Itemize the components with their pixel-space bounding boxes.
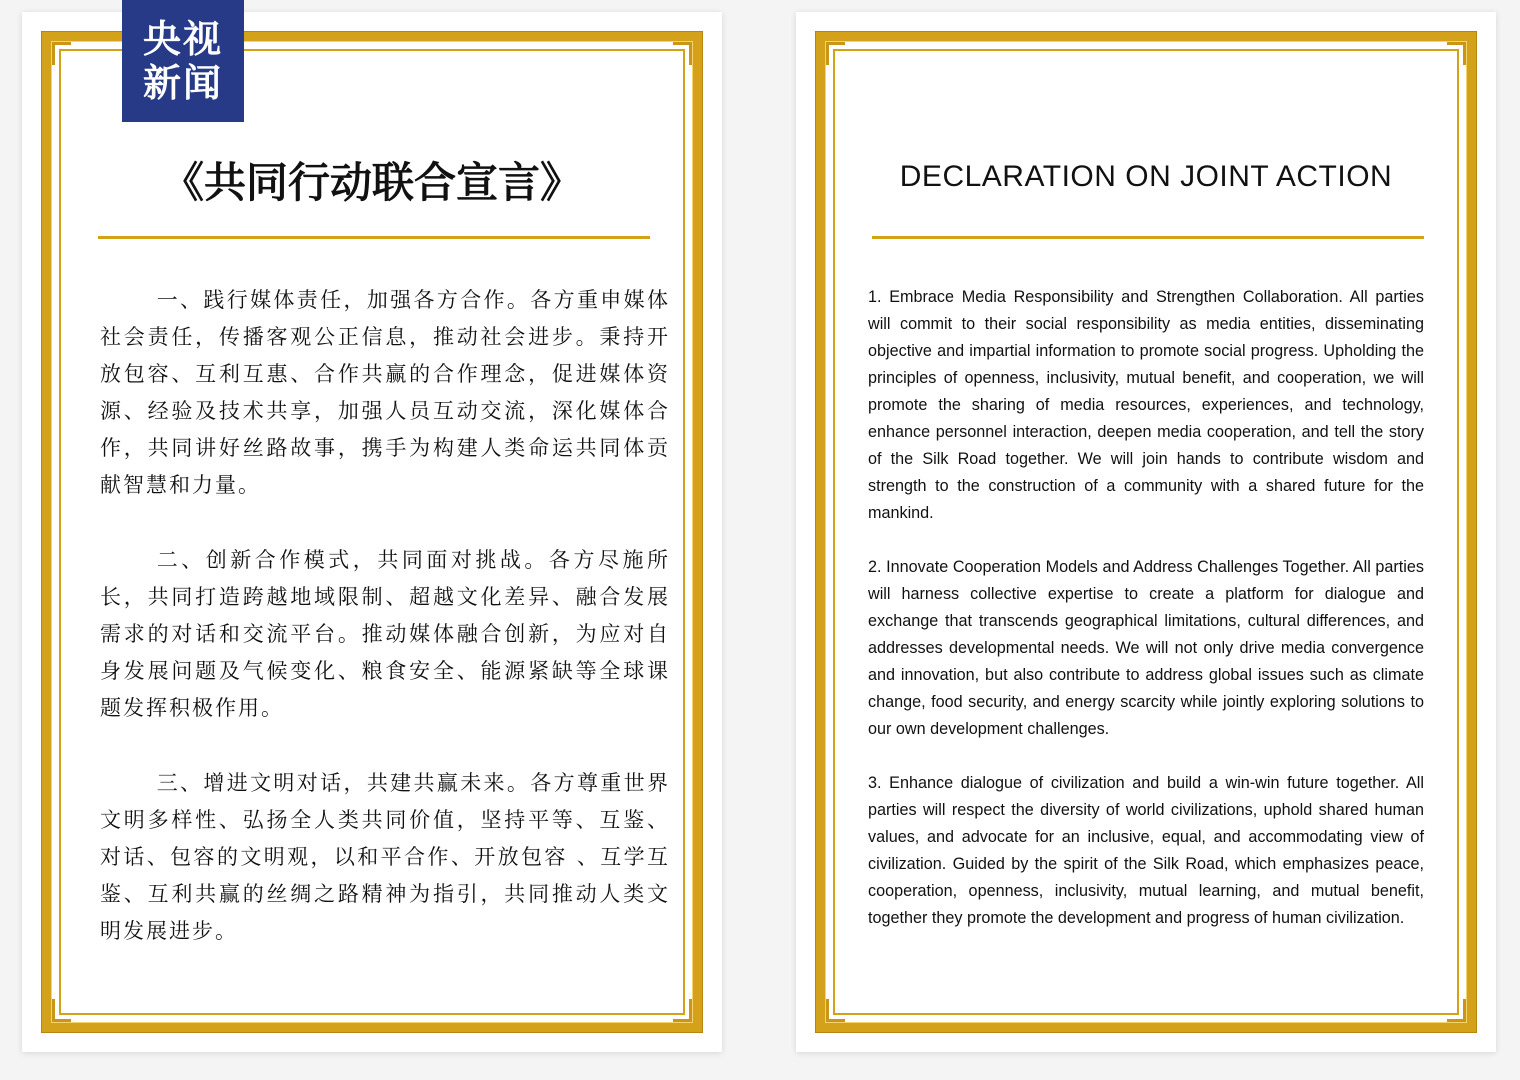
cctv-news-logo — [122, 0, 244, 122]
english-paragraph-1: 1. Embrace Media Responsibility and Strengthen Collaboration. All parties will commit to their social responsibility as media entities, disseminating objective and impartial information to promote social progress. Upholding the principles of openness, inclusivity, mutual benefit, and cooperation, we will promote the sharing of media resources, experiences, and technology, enhance personnel interaction, deepen media cooperation, and tell the story of the Silk Road together. We will join hands to contribute wisdom and strength to the construction of a community with a shared future for the mankind. — [868, 288, 1424, 522]
chinese-title: 《共同行动联合宣言》 — [161, 158, 582, 207]
corner-ornament-top-left — [826, 42, 845, 65]
logo-line-1: 央视 — [142, 17, 223, 61]
corner-ornament-bottom-right — [673, 999, 692, 1022]
title-divider — [98, 236, 650, 239]
english-title: DECLARATION ON JOINT ACTION — [899, 160, 1393, 193]
english-declaration-card — [796, 12, 1496, 1052]
corner-ornament-top-left — [52, 42, 71, 65]
chinese-body — [100, 282, 670, 988]
corner-ornament-bottom-right — [1447, 999, 1466, 1022]
chinese-paragraph-3: 三、增进文明对话，共建共赢未来。各方尊重世界文明多样性、弘扬全人类共同价值，坚持平等、互鉴、对话、包容的文明观，以和平合作、开放包容 、互学互鉴、互利共赢的丝绸之路精神为指引，共同推动人类文明发展进步。 — [100, 771, 670, 943]
chinese-paragraph-1: 一、践行媒体责任，加强各方合作。各方重申媒体社会责任，传播客观公正信息，推动社会进步。秉持开放包容、互利互惠、合作共赢的合作理念，促进媒体资源、经验及技术共享，加强人员互动交流，深化媒体合作，共同讲好丝路故事，携手为构建人类命运共同体贡献智慧和力量。 — [100, 288, 670, 497]
english-paragraph-3: 3. Enhance dialogue of civilization and build a win-win future together. All parties will respect the diversity of world civilizations, uphold shared human values, and advocate for an inclusive, equal, and accommodating view of civilization. Guided by the spirit of the Silk Road, which emphasizes peace, cooperation, openness, inclusivity, mutual learning, and mutual benefit, together they promote the development and progress of human civilization. — [868, 774, 1424, 927]
corner-ornament-top-right — [1447, 42, 1466, 65]
english-paragraph-2: 2. Innovate Cooperation Models and Address Challenges Together. All parties will harness collective expertise to create a platform for dialogue and exchange that transcends geographical limitations, cultural differences, and addresses developmental needs. We will not only drive media convergence and innovation, but also contribute to address global issues such as climate change, food security, and energy scarcity while jointly exploring solutions to our own development challenges. — [868, 558, 1424, 738]
corner-ornament-bottom-left — [52, 999, 71, 1022]
corner-ornament-top-right — [673, 42, 692, 65]
logo-line-2: 新闻 — [142, 61, 223, 105]
english-body — [868, 284, 1424, 959]
chinese-declaration-card — [22, 12, 722, 1052]
title-divider — [872, 236, 1424, 239]
chinese-paragraph-2: 二、创新合作模式，共同面对挑战。各方尽施所长，共同打造跨越地域限制、超越文化差异、融合发展需求的对话和交流平台。推动媒体融合创新，为应对自身发展问题及气候变化、粮食安全、能源紧缺等全球课题发挥积极作用。 — [100, 548, 670, 720]
corner-ornament-bottom-left — [826, 999, 845, 1022]
